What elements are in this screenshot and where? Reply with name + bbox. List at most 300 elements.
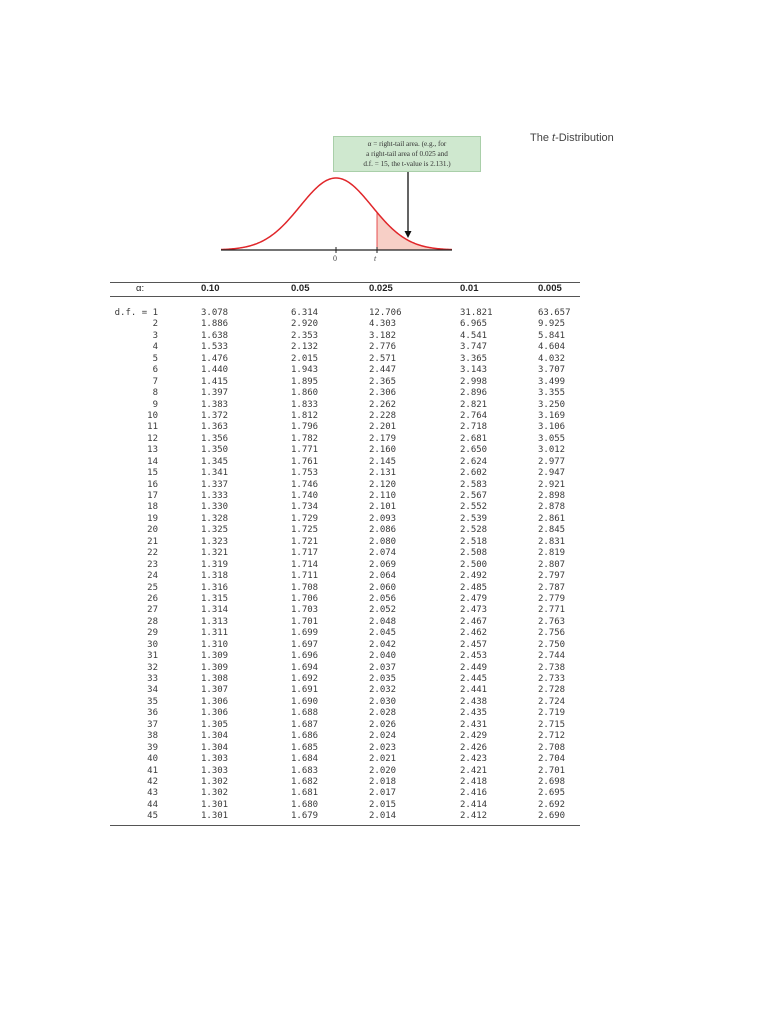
critical-value-cell: 1.761 <box>291 456 319 467</box>
critical-value-cell: 2.048 <box>369 616 397 627</box>
critical-value-cell: 4.032 <box>538 353 566 364</box>
df-cell: 13 <box>147 445 158 456</box>
critical-value-cell: 3.078 <box>201 308 229 318</box>
critical-value-cell: 2.728 <box>538 685 566 696</box>
critical-value-cell: 1.315 <box>201 593 229 604</box>
critical-value-cell: 4.303 <box>369 319 397 330</box>
critical-value-cell: 2.776 <box>369 342 397 353</box>
critical-value-cell: 2.779 <box>538 593 566 604</box>
critical-value-cell: 2.353 <box>291 330 319 341</box>
critical-value-cell: 2.101 <box>369 502 397 513</box>
critical-value-cell: 2.690 <box>538 811 566 822</box>
critical-value-cell: 1.753 <box>291 468 319 479</box>
critical-value-cell: 1.304 <box>201 731 229 742</box>
df-cell: 11 <box>147 422 158 433</box>
critical-value-cell: 2.624 <box>460 456 488 467</box>
critical-value-cell: 1.771 <box>291 445 319 456</box>
df-cell: 45 <box>147 811 158 822</box>
critical-value-cell: 2.418 <box>460 776 488 787</box>
critical-value-cell: 2.441 <box>460 685 488 696</box>
df-cell: 37 <box>147 719 158 730</box>
right-tail-shading <box>377 212 452 250</box>
critical-value-cell: 2.756 <box>538 628 566 639</box>
table-bottom-rule <box>110 825 580 826</box>
critical-value-cell: 3.707 <box>538 365 566 376</box>
critical-value-cell: 1.708 <box>291 582 319 593</box>
critical-value-cell: 2.014 <box>369 811 397 822</box>
critical-value-cell: 1.302 <box>201 776 229 787</box>
critical-value-cell: 2.920 <box>291 319 319 330</box>
critical-value-cell: 3.012 <box>538 445 566 456</box>
critical-value-cell: 31.821 <box>460 308 493 318</box>
page-title-suffix: -Distribution <box>555 132 614 144</box>
table-row <box>110 308 580 319</box>
critical-value-cell: 1.694 <box>291 662 319 673</box>
critical-value-cell: 2.037 <box>369 662 397 673</box>
critical-value-cell: 2.064 <box>369 571 397 582</box>
critical-value-cell: 2.201 <box>369 422 397 433</box>
table-row <box>110 491 580 502</box>
critical-value-cell: 1.415 <box>201 376 229 387</box>
critical-value-cell: 2.718 <box>460 422 488 433</box>
critical-value-cell: 2.771 <box>538 605 566 616</box>
df-cell: 36 <box>147 708 158 719</box>
critical-value-cell: 2.552 <box>460 502 488 513</box>
critical-value-cell: 4.541 <box>460 330 488 341</box>
critical-value-cell: 2.017 <box>369 788 397 799</box>
table-row <box>110 422 580 433</box>
table-row <box>110 319 580 330</box>
df-cell: 18 <box>147 502 158 513</box>
axis-label-t: t <box>374 254 377 263</box>
critical-value-cell: 2.681 <box>460 433 488 444</box>
critical-value-cell: 2.650 <box>460 445 488 456</box>
df-cell: 2 <box>152 319 158 330</box>
critical-value-cell: 2.412 <box>460 811 488 822</box>
table-row <box>110 365 580 376</box>
critical-value-cell: 1.691 <box>291 685 319 696</box>
critical-value-cell: 2.445 <box>460 674 488 684</box>
critical-value-cell: 2.921 <box>538 479 566 490</box>
critical-value-cell: 1.638 <box>201 330 229 341</box>
critical-value-cell: 2.571 <box>369 353 397 364</box>
table-row <box>110 754 580 765</box>
critical-value-cell: 1.304 <box>201 742 229 753</box>
table-row <box>110 354 580 365</box>
table-row <box>110 628 580 639</box>
critical-value-cell: 2.030 <box>369 696 397 707</box>
critical-value-cell: 2.023 <box>369 742 397 753</box>
critical-value-cell: 2.719 <box>538 708 566 719</box>
critical-value-cell: 3.747 <box>460 342 488 353</box>
critical-value-cell: 2.500 <box>460 559 488 570</box>
critical-value-cell: 1.692 <box>291 674 319 684</box>
table-row <box>110 617 580 628</box>
table-row <box>110 708 580 719</box>
critical-value-cell: 1.782 <box>291 433 319 444</box>
df-cell: 41 <box>147 765 158 776</box>
critical-value-cell: 2.028 <box>369 708 397 719</box>
critical-value-cell: 2.040 <box>369 651 397 662</box>
table-row <box>110 411 580 422</box>
critical-value-cell: 2.262 <box>369 399 397 410</box>
df-cell: 33 <box>147 674 158 684</box>
critical-value-cell: 1.303 <box>201 765 229 776</box>
critical-value-cell: 1.714 <box>291 559 319 570</box>
df-cell: 39 <box>147 742 158 753</box>
critical-value-cell: 3.169 <box>538 410 566 421</box>
table-body <box>110 308 580 823</box>
critical-value-cell: 2.145 <box>369 456 397 467</box>
critical-value-cell: 1.706 <box>291 593 319 604</box>
critical-value-cell: 2.797 <box>538 571 566 582</box>
critical-value-cell: 2.431 <box>460 719 488 730</box>
critical-value-cell: 2.724 <box>538 696 566 707</box>
critical-value-cell: 63.657 <box>538 308 571 318</box>
table-row <box>110 731 580 742</box>
df-cell: 23 <box>147 559 158 570</box>
critical-value-cell: 2.421 <box>460 765 488 776</box>
critical-value-cell: 3.499 <box>538 376 566 387</box>
table-row <box>110 400 580 411</box>
df-cell: 22 <box>147 548 158 559</box>
df-cell: 29 <box>147 628 158 639</box>
critical-value-cell: 2.692 <box>538 799 566 810</box>
critical-value-cell: 1.301 <box>201 799 229 810</box>
critical-value-cell: 2.508 <box>460 548 488 559</box>
critical-value-cell: 1.309 <box>201 651 229 662</box>
critical-value-cell: 2.998 <box>460 376 488 387</box>
critical-value-cell: 2.479 <box>460 593 488 604</box>
critical-value-cell: 1.682 <box>291 776 319 787</box>
axis-label-zero: 0 <box>333 254 337 263</box>
critical-value-cell: 1.680 <box>291 799 319 810</box>
critical-value-cell: 1.746 <box>291 479 319 490</box>
critical-value-cell: 2.069 <box>369 559 397 570</box>
table-row <box>110 525 580 536</box>
critical-value-cell: 1.363 <box>201 422 229 433</box>
critical-value-cell: 1.310 <box>201 639 229 650</box>
critical-value-cell: 2.602 <box>460 468 488 479</box>
table-row <box>110 663 580 674</box>
critical-value-cell: 2.715 <box>538 719 566 730</box>
df-cell: d.f. = 1 <box>114 308 158 318</box>
critical-value-cell: 2.787 <box>538 582 566 593</box>
critical-value-cell: 2.438 <box>460 696 488 707</box>
df-cell: 42 <box>147 776 158 787</box>
critical-value-cell: 1.812 <box>291 410 319 421</box>
critical-value-cell: 2.708 <box>538 742 566 753</box>
critical-value-cell: 1.684 <box>291 754 319 765</box>
df-cell: 7 <box>152 376 158 387</box>
critical-value-cell: 2.045 <box>369 628 397 639</box>
critical-value-cell: 1.323 <box>201 536 229 547</box>
critical-value-cell: 2.435 <box>460 708 488 719</box>
critical-value-cell: 2.583 <box>460 479 488 490</box>
table-row <box>110 548 580 559</box>
critical-value-cell: 1.306 <box>201 708 229 719</box>
critical-value-cell: 2.228 <box>369 410 397 421</box>
df-cell: 14 <box>147 456 158 467</box>
critical-value-cell: 1.681 <box>291 788 319 799</box>
critical-value-cell: 5.841 <box>538 330 566 341</box>
critical-value-cell: 1.685 <box>291 742 319 753</box>
critical-value-cell: 2.074 <box>369 548 397 559</box>
critical-value-cell: 6.965 <box>460 319 488 330</box>
critical-value-cell: 3.250 <box>538 399 566 410</box>
critical-value-cell: 2.020 <box>369 765 397 776</box>
critical-value-cell: 3.106 <box>538 422 566 433</box>
critical-value-cell: 2.453 <box>460 651 488 662</box>
critical-value-cell: 1.860 <box>291 388 319 399</box>
critical-value-cell: 2.738 <box>538 662 566 673</box>
critical-value-cell: 2.086 <box>369 525 397 536</box>
df-cell: 17 <box>147 491 158 501</box>
df-cell: 28 <box>147 616 158 627</box>
table-row <box>110 377 580 388</box>
critical-value-cell: 1.696 <box>291 651 319 662</box>
df-cell: 30 <box>147 639 158 650</box>
critical-value-cell: 2.947 <box>538 468 566 479</box>
t-distribution-figure <box>0 0 768 280</box>
table-row <box>110 811 580 822</box>
critical-value-cell: 2.695 <box>538 788 566 799</box>
critical-value-cell: 1.313 <box>201 616 229 627</box>
table-row <box>110 514 580 525</box>
critical-value-cell: 2.763 <box>538 616 566 627</box>
table-row <box>110 560 580 571</box>
critical-value-cell: 1.301 <box>201 811 229 822</box>
critical-value-cell: 2.698 <box>538 776 566 787</box>
df-cell: 4 <box>152 342 158 353</box>
df-cell: 35 <box>147 696 158 707</box>
critical-value-cell: 2.131 <box>369 468 397 479</box>
table-row <box>110 800 580 811</box>
critical-value-cell: 3.055 <box>538 433 566 444</box>
critical-value-cell: 1.688 <box>291 708 319 719</box>
table-row <box>110 766 580 777</box>
df-cell: 19 <box>147 513 158 524</box>
critical-value-cell: 1.372 <box>201 410 229 421</box>
critical-value-cell: 1.311 <box>201 628 229 639</box>
critical-value-cell: 2.845 <box>538 525 566 536</box>
critical-value-cell: 2.807 <box>538 559 566 570</box>
critical-value-cell: 2.750 <box>538 639 566 650</box>
critical-value-cell: 1.686 <box>291 731 319 742</box>
df-cell: 9 <box>152 399 158 410</box>
critical-value-cell: 3.182 <box>369 330 397 341</box>
critical-value-cell: 1.319 <box>201 559 229 570</box>
critical-value-cell: 2.447 <box>369 365 397 376</box>
critical-value-cell: 2.819 <box>538 548 566 559</box>
critical-value-cell: 1.721 <box>291 536 319 547</box>
critical-value-cell: 2.485 <box>460 582 488 593</box>
critical-value-cell: 1.697 <box>291 639 319 650</box>
critical-value-cell: 2.467 <box>460 616 488 627</box>
critical-value-cell: 2.093 <box>369 513 397 524</box>
header-alpha-001: 0.01 <box>460 283 479 294</box>
critical-value-cell: 12.706 <box>369 308 402 318</box>
critical-value-cell: 1.308 <box>201 674 229 684</box>
table-row <box>110 331 580 342</box>
critical-value-cell: 2.035 <box>369 674 397 684</box>
table-row <box>110 468 580 479</box>
critical-value-cell: 2.878 <box>538 502 566 513</box>
critical-value-cell: 2.414 <box>460 799 488 810</box>
header-alpha-0005: 0.005 <box>538 283 562 294</box>
critical-value-cell: 1.725 <box>291 525 319 536</box>
critical-value-cell: 2.764 <box>460 410 488 421</box>
critical-value-cell: 1.307 <box>201 685 229 696</box>
table-row <box>110 571 580 582</box>
df-cell: 32 <box>147 662 158 673</box>
df-cell: 12 <box>147 433 158 444</box>
critical-value-cell: 9.925 <box>538 319 566 330</box>
critical-value-cell: 1.350 <box>201 445 229 456</box>
table-row <box>110 697 580 708</box>
density-curve <box>221 178 452 250</box>
critical-value-cell: 2.060 <box>369 582 397 593</box>
critical-value-cell: 2.132 <box>291 342 319 353</box>
df-cell: 8 <box>152 388 158 399</box>
critical-value-cell: 1.703 <box>291 605 319 616</box>
critical-value-cell: 2.042 <box>369 639 397 650</box>
critical-value-cell: 1.701 <box>291 616 319 627</box>
critical-value-cell: 2.712 <box>538 731 566 742</box>
df-cell: 20 <box>147 525 158 536</box>
table-row <box>110 445 580 456</box>
critical-value-cell: 2.024 <box>369 731 397 742</box>
table-row <box>110 583 580 594</box>
header-alpha-005: 0.05 <box>291 283 310 294</box>
df-cell: 5 <box>152 353 158 364</box>
table-row <box>110 674 580 685</box>
critical-value-cell: 2.831 <box>538 536 566 547</box>
alpha-label: α: <box>136 283 145 294</box>
critical-value-cell: 1.305 <box>201 719 229 730</box>
table-row <box>110 342 580 353</box>
critical-value-cell: 1.309 <box>201 662 229 673</box>
critical-value-cell: 2.032 <box>369 685 397 696</box>
df-cell: 38 <box>147 731 158 742</box>
table-row <box>110 685 580 696</box>
critical-value-cell: 2.015 <box>291 353 319 364</box>
critical-value-cell: 2.015 <box>369 799 397 810</box>
critical-value-cell: 1.314 <box>201 605 229 616</box>
critical-value-cell: 2.052 <box>369 605 397 616</box>
table-row <box>110 480 580 491</box>
critical-value-cell: 2.492 <box>460 571 488 582</box>
critical-value-cell: 2.977 <box>538 456 566 467</box>
df-cell: 21 <box>147 536 158 547</box>
table-row <box>110 594 580 605</box>
critical-value-cell: 2.160 <box>369 445 397 456</box>
critical-value-cell: 1.734 <box>291 502 319 513</box>
df-cell: 26 <box>147 593 158 604</box>
critical-value-cell: 2.423 <box>460 754 488 765</box>
critical-value-cell: 1.895 <box>291 376 319 387</box>
critical-value-cell: 2.704 <box>538 754 566 765</box>
critical-value-cell: 2.518 <box>460 536 488 547</box>
callout-arrowhead <box>405 231 412 238</box>
df-cell: 6 <box>152 365 158 376</box>
critical-value-cell: 1.440 <box>201 365 229 376</box>
header-alpha-0025: 0.025 <box>369 283 393 294</box>
critical-value-cell: 1.796 <box>291 422 319 433</box>
df-cell: 44 <box>147 799 158 810</box>
critical-value-cell: 1.316 <box>201 582 229 593</box>
table-row <box>110 640 580 651</box>
df-cell: 34 <box>147 685 158 696</box>
callout-line: α = right-tail area. (e.g., for <box>367 140 447 148</box>
table-row <box>110 434 580 445</box>
critical-value-cell: 1.690 <box>291 696 319 707</box>
table-row <box>110 651 580 662</box>
critical-value-cell: 2.567 <box>460 491 488 501</box>
callout-line: d.f. = 15, the t-value is 2.131.) <box>363 160 451 168</box>
critical-value-cell: 2.449 <box>460 662 488 673</box>
critical-value-cell: 1.711 <box>291 571 319 582</box>
critical-value-cell: 2.528 <box>460 525 488 536</box>
table-row <box>110 502 580 513</box>
critical-value-cell: 2.026 <box>369 719 397 730</box>
df-cell: 10 <box>147 410 158 421</box>
critical-value-cell: 1.321 <box>201 548 229 559</box>
table-row <box>110 743 580 754</box>
callout-line: a right-tail area of 0.025 and <box>366 150 448 158</box>
critical-value-cell: 1.306 <box>201 696 229 707</box>
table-row <box>110 537 580 548</box>
critical-value-cell: 1.729 <box>291 513 319 524</box>
critical-value-cell: 2.473 <box>460 605 488 616</box>
critical-value-cell: 1.833 <box>291 399 319 410</box>
critical-value-cell: 1.699 <box>291 628 319 639</box>
critical-value-cell: 2.429 <box>460 731 488 742</box>
table-row <box>110 788 580 799</box>
critical-value-cell: 2.701 <box>538 765 566 776</box>
critical-value-cell: 6.314 <box>291 308 319 318</box>
critical-value-cell: 2.365 <box>369 376 397 387</box>
critical-value-cell: 1.397 <box>201 388 229 399</box>
critical-value-cell: 2.462 <box>460 628 488 639</box>
critical-value-cell: 2.539 <box>460 513 488 524</box>
table-row <box>110 777 580 788</box>
critical-value-cell: 2.898 <box>538 491 566 501</box>
critical-value-cell: 1.330 <box>201 502 229 513</box>
critical-value-cell: 1.943 <box>291 365 319 376</box>
critical-value-cell: 1.717 <box>291 548 319 559</box>
critical-value-cell: 2.018 <box>369 776 397 787</box>
df-cell: 24 <box>147 571 158 582</box>
critical-value-cell: 1.341 <box>201 468 229 479</box>
t-table <box>110 282 580 823</box>
critical-value-cell: 1.337 <box>201 479 229 490</box>
df-cell: 40 <box>147 754 158 765</box>
critical-value-cell: 2.179 <box>369 433 397 444</box>
df-cell: 43 <box>147 788 158 799</box>
table-row <box>110 720 580 731</box>
critical-value-cell: 2.896 <box>460 388 488 399</box>
table-row <box>110 457 580 468</box>
critical-value-cell: 2.306 <box>369 388 397 399</box>
critical-value-cell: 1.333 <box>201 491 229 501</box>
critical-value-cell: 1.683 <box>291 765 319 776</box>
critical-value-cell: 1.886 <box>201 319 229 330</box>
critical-value-cell: 1.328 <box>201 513 229 524</box>
critical-value-cell: 3.355 <box>538 388 566 399</box>
critical-value-cell: 2.416 <box>460 788 488 799</box>
critical-value-cell: 2.110 <box>369 491 397 501</box>
